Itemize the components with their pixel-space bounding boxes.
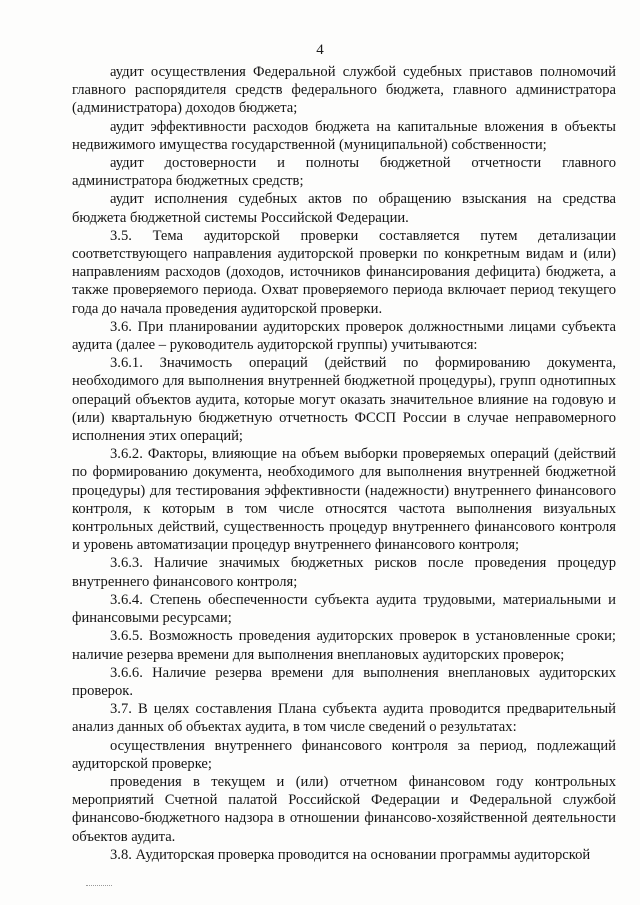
paragraph-control-measures-results: проведения в текущем и (или) отчетном финансовом году контрольных мероприятий Счетной палатой Российской Федерации и Федеральной службой финансово-бюджетного надзора в отношении финансово-хозяйственной деятельности объектов аудита.: [72, 773, 616, 845]
paragraph-3-6-3: 3.6.3. Наличие значимых бюджетных рисков после проведения процедур внутреннего финансового контроля;: [72, 555, 616, 590]
paragraph-3-7: 3.7. В целях составления Плана субъекта аудита проводится предварительный анализ данных об объектах аудита, в том числе сведений о результатах:: [72, 701, 616, 736]
paragraph-3-6-6: 3.6.6. Наличие резерва времени для выполнения внеплановых аудиторских проверок.: [72, 664, 616, 699]
paragraph-3-6-4: 3.6.4. Степень обеспеченности субъекта аудита трудовыми, материальными и финансовыми ресурсами;: [72, 591, 616, 627]
paragraph-3-8: 3.8. Аудиторская проверка проводится на основании программы аудиторской: [110, 846, 591, 863]
paragraph-audit-court-acts: аудит исполнения судебных актов по обращению взыскания на средства бюджета бюджетной системы Российской Федерации.: [72, 191, 616, 226]
paragraph-audit-reporting: аудит достоверности и полноты бюджетной отчетности главного администратора бюджетных средств;: [72, 155, 616, 190]
paragraph-3-6: 3.6. При планировании аудиторских проверок должностными лицами субъекта аудита (далее – руководитель аудиторской группы) учитываются:: [72, 318, 616, 354]
paragraph-audit-powers: аудит осуществления Федеральной службой судебных приставов полномочий главного распорядителя средств федерального бюджета, главного администратора (администратора) доходов бюджета;: [72, 64, 616, 117]
paragraph-3-6-5: 3.6.5. Возможность проведения аудиторских проверок в установленные сроки; наличие резерва времени для выполнения внеплановых аудиторских проверок;: [72, 628, 616, 663]
paragraph-audit-capital-investments: аудит эффективности расходов бюджета на капитальные вложения в объекты недвижимого имущества государственной (муниципальной) собственности;: [72, 118, 616, 153]
paragraph-3-6-2: 3.6.2. Факторы, влияющие на объем выборки проверяемых операций (действий по формированию документа, необходимого для выполнения внутренней бюджетной процедуры) для тестирования эффективности (надежности) внутреннего финансового контроля, к которым в том числе относятся частота выполнения визуальных контрольных действий, существенность процедур внутреннего финансового контроля и уровень автоматизации процедур внутреннего финансового контроля;: [72, 446, 616, 554]
paragraph-internal-control-results: осуществления внутреннего финансового контроля за период, подлежащий аудиторской проверке;: [72, 737, 616, 772]
paragraph-3-6-1: 3.6.1. Значимость операций (действий по формированию документа, необходимого для выполнения внутренней бюджетной процедуры), групп однотипных операций объектов аудита, которые могут оказать значительное влияние на годовую и (или) квартальную бюджетную отчетность ФССП России в случае неправомерного исполнения этих операций;: [72, 355, 616, 445]
body-text: [72, 63, 616, 864]
paragraph-3-5: 3.5. Тема аудиторской проверки составляется путем детализации соответствующего направления аудиторской проверки по конкретным видам и (или) направлениям расходов (доходов, источников финансирования дефицита) бюджета, а также проверяемого периода. Охват проверяемого периода включает период текущего года до начала проведения аудиторской проверки.: [72, 227, 616, 317]
scan-artifact: [86, 885, 112, 888]
page-number: 4: [316, 42, 324, 58]
